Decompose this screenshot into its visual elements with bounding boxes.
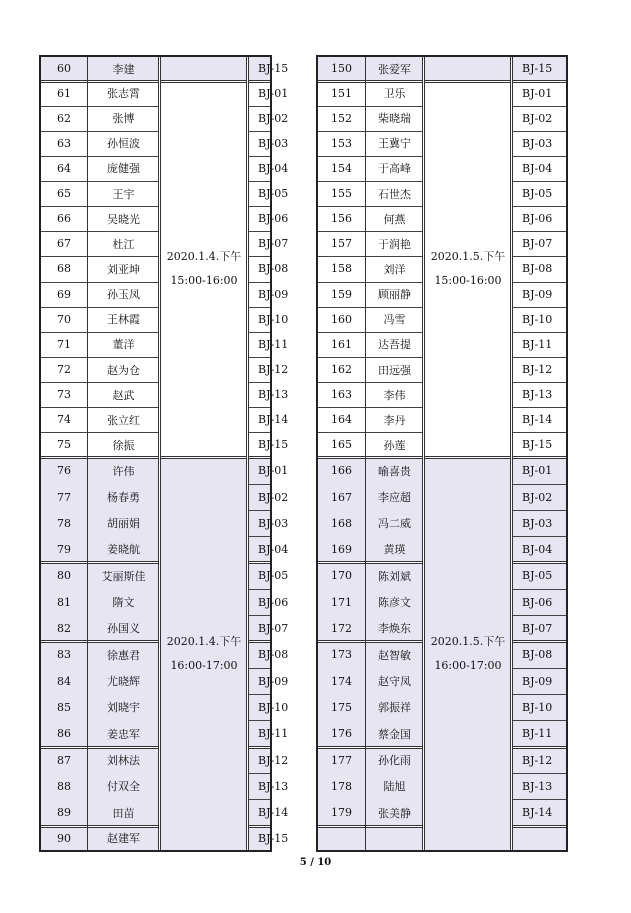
row-number: 89 (57, 806, 71, 819)
seat-code: BJ-02 (522, 111, 553, 125)
row-number: 175 (331, 700, 352, 714)
seat-code: BJ-08 (522, 648, 553, 661)
row-number: 82 (57, 621, 71, 635)
seat-code: BJ-09 (258, 674, 289, 688)
candidate-name: 张美静 (378, 806, 411, 820)
candidate-name: 张博 (112, 112, 135, 125)
candidate-name: 许伟 (112, 464, 135, 478)
seat-code: BJ-06 (258, 595, 289, 609)
row-number: 154 (331, 161, 352, 175)
candidate-name: 李丹 (383, 413, 406, 427)
candidate-name: 李建 (112, 62, 135, 76)
seat-code: BJ-04 (258, 542, 289, 556)
seat-code: BJ-07 (522, 237, 553, 250)
candidate-name: 董洋 (112, 338, 135, 352)
row-number: 88 (57, 779, 71, 793)
row-number: 177 (331, 753, 352, 767)
candidate-name: 冯二威 (378, 517, 411, 530)
row-number: 179 (331, 806, 352, 819)
seat-code: BJ-07 (258, 621, 289, 635)
candidate-name: 郭振祥 (378, 701, 411, 714)
row-number: 174 (331, 674, 352, 688)
candidate-name: 张立红 (107, 413, 140, 427)
row-number: 163 (331, 388, 352, 401)
row-number: 87 (57, 753, 71, 767)
row-number: 170 (331, 569, 352, 582)
row-number: 74 (57, 413, 71, 426)
row-number: 77 (57, 490, 71, 504)
row-number: 64 (57, 161, 71, 175)
candidate-name: 姜晓航 (107, 543, 140, 556)
candidate-name (365, 826, 424, 850)
seat-code: BJ-10 (522, 312, 553, 326)
seat-code: BJ-15 (522, 62, 553, 76)
candidate-name: 冯雪 (383, 313, 406, 326)
seat-code: BJ-12 (522, 753, 553, 767)
row-number: 62 (57, 111, 71, 125)
row-number: 152 (331, 111, 352, 125)
row-number: 167 (331, 490, 352, 504)
row-number: 67 (57, 237, 71, 250)
seat-code: BJ-02 (522, 490, 553, 504)
seat-code: BJ-14 (522, 413, 553, 426)
candidate-name: 喻喜贵 (378, 464, 411, 478)
row-number: 162 (331, 363, 352, 376)
row-number (318, 826, 365, 850)
candidate-name: 黄瑛 (383, 543, 406, 556)
candidate-name: 田苗 (112, 806, 135, 820)
exam-time-slot (160, 457, 248, 850)
seat-code: BJ-10 (258, 700, 289, 714)
candidate-name: 吴晓光 (107, 212, 140, 226)
candidate-name: 田远强 (378, 363, 411, 377)
row-number: 69 (57, 287, 71, 301)
candidate-name: 王冀宁 (378, 137, 411, 150)
row-number: 161 (331, 337, 352, 351)
seat-code: BJ-01 (258, 464, 289, 477)
candidate-name: 付双全 (107, 780, 140, 793)
row-number: 81 (57, 595, 71, 609)
seat-code: BJ-13 (522, 388, 553, 401)
candidate-name: 庞健强 (107, 162, 140, 176)
row-number: 78 (57, 516, 71, 530)
seat-code: BJ-03 (258, 516, 289, 530)
row-number: 150 (331, 62, 352, 76)
candidate-name: 姜忠军 (107, 727, 140, 741)
row-number: 79 (57, 542, 71, 556)
candidate-name: 张爱军 (378, 62, 411, 76)
candidate-name: 卫乐 (383, 87, 406, 100)
row-number: 90 (57, 831, 71, 845)
candidate-name: 赵武 (112, 388, 135, 402)
seat-code: BJ-02 (258, 490, 289, 504)
candidate-name: 赵智敏 (378, 648, 411, 662)
row-number: 156 (331, 212, 352, 225)
row-number: 178 (331, 779, 352, 793)
row-number: 86 (57, 727, 71, 740)
exam-time-slot (424, 457, 512, 850)
candidate-name: 石世杰 (378, 187, 411, 201)
exam-time: 16:00-17:00 (170, 658, 238, 672)
exam-date: 2020.1.5.下午 (430, 634, 506, 648)
seat-code: BJ-15 (258, 62, 289, 76)
row-number: 151 (331, 86, 352, 100)
exam-time-slot (160, 81, 248, 458)
candidate-name: 顾丽静 (378, 288, 411, 301)
candidate-name: 王宇 (112, 187, 135, 201)
seat-code: BJ-05 (258, 569, 289, 582)
row-number: 65 (57, 187, 71, 200)
seat-code: BJ-04 (258, 161, 289, 175)
page-number: 5 / 10 (299, 857, 332, 868)
candidate-name: 孙恒波 (107, 137, 140, 150)
seat-code: BJ-14 (258, 806, 289, 819)
row-number: 61 (57, 86, 71, 100)
row-number: 173 (331, 648, 352, 661)
seat-code: BJ-02 (258, 111, 289, 125)
seat-code: BJ-13 (522, 779, 553, 793)
row-number: 85 (57, 700, 71, 714)
candidate-name: 孙玉凤 (107, 288, 140, 301)
seat-code: BJ-14 (258, 413, 289, 426)
seat-code: BJ-06 (522, 595, 553, 609)
candidate-name: 李应超 (378, 491, 411, 504)
seat-code: BJ-03 (258, 136, 289, 150)
seat-code: BJ-09 (522, 674, 553, 688)
candidate-name: 刘晓宇 (107, 701, 140, 714)
seat-code: BJ-06 (258, 212, 289, 225)
candidate-name: 柴晓瑞 (378, 112, 411, 125)
candidate-name: 刘亚坤 (107, 262, 140, 276)
seat-code: BJ-05 (522, 187, 553, 200)
seat-code: BJ-08 (258, 262, 289, 276)
candidate-name: 张志霄 (107, 87, 140, 100)
candidate-name: 徐惠君 (107, 648, 140, 662)
seat-code: BJ-03 (522, 516, 553, 530)
candidate-name: 李伟 (383, 388, 406, 402)
exam-time: 15:00-16:00 (170, 273, 238, 287)
candidate-name: 艾丽斯佳 (101, 569, 146, 583)
candidate-name: 于高峰 (378, 162, 411, 176)
row-number: 73 (57, 388, 71, 401)
row-number: 83 (57, 648, 71, 661)
candidate-name: 刘林法 (107, 754, 140, 767)
seat-code: BJ-05 (522, 569, 553, 582)
candidate-name: 陆旭 (383, 780, 406, 793)
candidate-name: 尤晓辉 (107, 675, 140, 688)
row-number: 172 (331, 621, 352, 635)
row-number: 63 (57, 136, 71, 150)
row-number: 70 (57, 312, 71, 326)
row-number: 158 (331, 262, 352, 276)
exam-time: 16:00-17:00 (434, 658, 502, 672)
seat-code: BJ-13 (258, 779, 289, 793)
candidate-name: 陈刘斌 (378, 569, 411, 583)
seat-code: BJ-01 (522, 464, 553, 477)
left-schedule-table (39, 55, 289, 852)
seat-code: BJ-14 (522, 806, 553, 819)
row-number: 171 (331, 595, 352, 609)
seat-code: BJ-13 (258, 388, 289, 401)
row-number: 165 (331, 438, 352, 451)
row-number: 176 (331, 727, 352, 740)
seat-code: BJ-12 (258, 753, 289, 767)
row-number: 169 (331, 542, 352, 556)
seat-code: BJ-11 (522, 337, 553, 351)
seat-code: BJ-09 (258, 287, 289, 301)
seat-code: BJ-15 (522, 438, 553, 451)
seat-code: BJ-12 (522, 363, 553, 376)
seat-code: BJ-15 (258, 831, 289, 845)
candidate-name: 赵建军 (107, 832, 140, 845)
seat-code: BJ-10 (522, 700, 553, 714)
candidate-name: 孙国义 (107, 622, 140, 635)
row-number: 155 (331, 187, 352, 200)
candidate-name: 孙化雨 (378, 754, 411, 767)
row-number: 60 (57, 62, 71, 76)
row-number: 71 (57, 337, 71, 351)
exam-date: 2020.1.4.下午 (166, 634, 242, 648)
exam-time-slot (424, 81, 512, 458)
candidate-name: 赵守凤 (378, 675, 411, 688)
seat-code: BJ-07 (258, 237, 289, 250)
exam-time: 15:00-16:00 (434, 273, 502, 287)
row-number: 84 (57, 674, 71, 688)
candidate-name: 杨春勇 (107, 491, 140, 504)
seat-code: BJ-04 (522, 161, 553, 175)
candidate-name: 陈彦文 (378, 596, 411, 609)
candidate-name: 刘洋 (383, 262, 406, 276)
candidate-name: 于润艳 (378, 237, 411, 251)
row-number: 166 (331, 464, 352, 477)
row-number: 160 (331, 312, 352, 326)
seat-code: BJ-01 (258, 86, 289, 100)
row-number: 76 (57, 464, 71, 477)
candidate-name: 王林霞 (107, 313, 140, 326)
seat-code: BJ-05 (258, 187, 289, 200)
right-schedule-table (316, 55, 568, 852)
row-number: 157 (331, 237, 352, 250)
seat-code: BJ-06 (522, 212, 553, 225)
row-number: 75 (57, 438, 71, 451)
seat-code: BJ-12 (258, 363, 289, 376)
row-number: 80 (57, 569, 71, 582)
candidate-name: 达吾提 (378, 338, 411, 352)
row-number: 68 (57, 262, 71, 276)
seat-code: BJ-04 (522, 542, 553, 556)
seat-code: BJ-01 (522, 86, 553, 100)
row-number: 66 (57, 212, 71, 225)
candidate-name: 蔡金国 (378, 727, 411, 741)
seat-code: BJ-03 (522, 136, 553, 150)
candidate-name: 隋文 (112, 596, 135, 609)
seat-code: BJ-11 (258, 337, 289, 351)
candidate-name: 杜江 (112, 237, 135, 251)
candidate-name: 何燕 (383, 212, 406, 226)
candidate-name: 赵为仓 (107, 363, 140, 377)
exam-date: 2020.1.4.下午 (166, 249, 242, 263)
candidate-name: 孙莲 (383, 438, 406, 452)
seat-code: BJ-11 (522, 727, 553, 740)
seat-code: BJ-09 (522, 287, 553, 301)
candidate-name: 徐振 (112, 438, 135, 452)
candidate-name: 胡丽娟 (107, 517, 140, 530)
row-number: 159 (331, 287, 352, 301)
row-number: 72 (57, 363, 71, 376)
candidate-name: 李焕东 (378, 622, 411, 635)
seat-code: BJ-10 (258, 312, 289, 326)
seat-code: BJ-07 (522, 621, 553, 635)
seat-code: BJ-08 (522, 262, 553, 276)
seat-code (512, 826, 566, 850)
seat-code: BJ-08 (258, 648, 289, 661)
seat-code: BJ-15 (258, 438, 289, 451)
exam-date: 2020.1.5.下午 (430, 249, 506, 263)
seat-code: BJ-11 (258, 727, 289, 740)
row-number: 164 (331, 413, 352, 426)
row-number: 153 (331, 136, 352, 150)
row-number: 168 (331, 516, 352, 530)
